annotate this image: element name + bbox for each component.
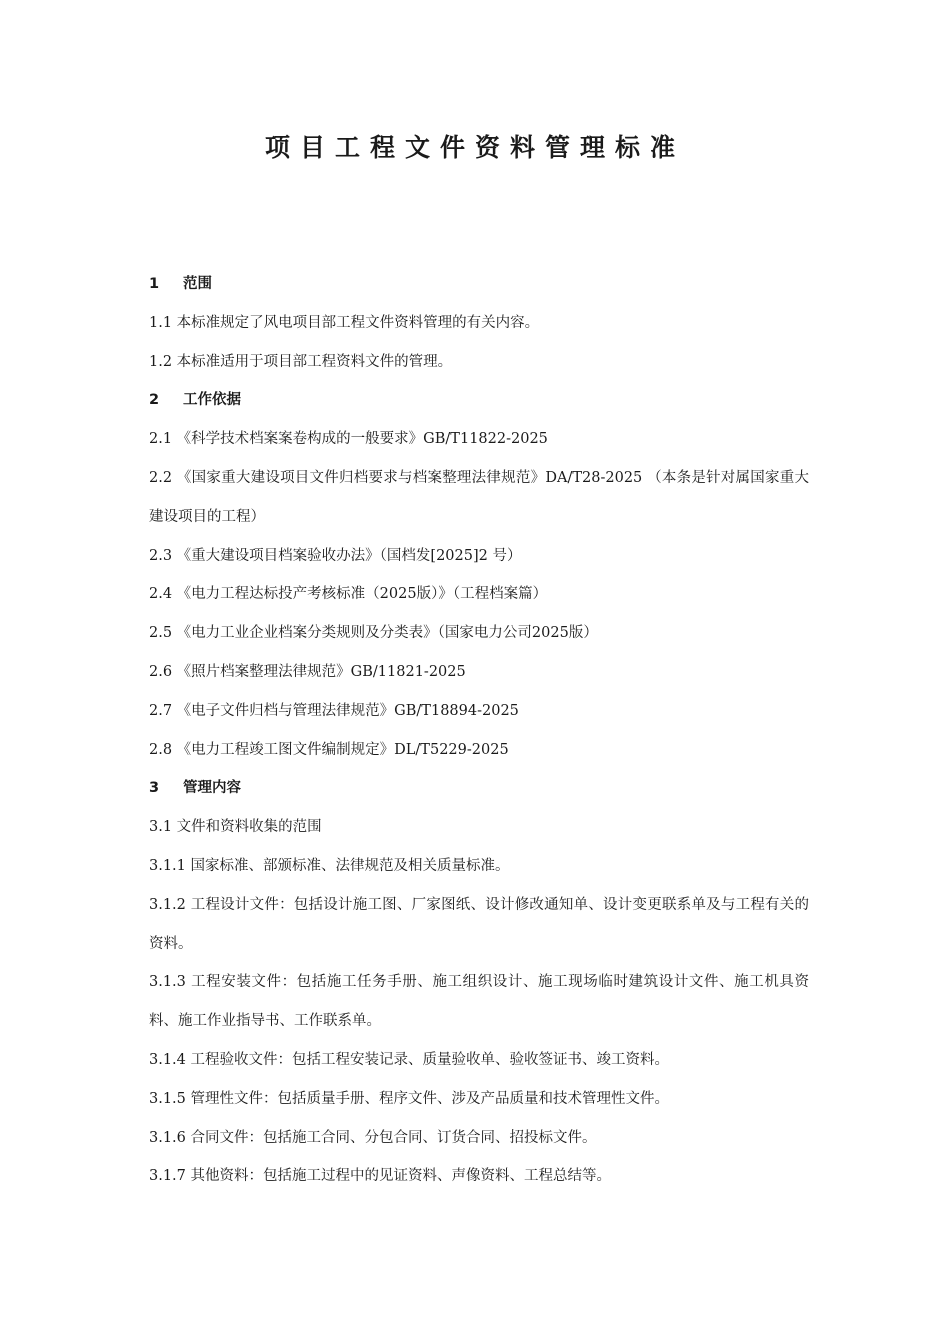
section-heading-1 bbox=[149, 265, 809, 304]
section-title: 管理内容 bbox=[183, 780, 241, 797]
section-number: 1 bbox=[149, 276, 160, 292]
clause-2-8: 2.8 《电力工程竣工图文件编制规定》DL/T5229-2025 bbox=[149, 741, 509, 758]
clause-3-1-6: 3.1.6 合同文件：包括施工合同、分包合同、订货合同、招投标文件。 bbox=[149, 1129, 597, 1146]
section-title: 工作依据 bbox=[183, 392, 241, 409]
section-number: 3 bbox=[149, 780, 160, 797]
clause-3-1-2: 3.1.2 工程设计文件：包括设计施工图、厂家图纸、设计修改通知单、设计变更联系单及与工程有关的资料。 bbox=[149, 896, 809, 952]
clause-2-6: 2.6 《照片档案整理法律规范》GB/11821-2025 bbox=[149, 663, 466, 680]
clause-1-2: 1.2 本标准适用于项目部工程资料文件的管理。 bbox=[149, 353, 453, 370]
document-title: 项目工程文件资料管理标准 bbox=[264, 133, 685, 162]
clause-2-3: 2.3 《重大建设项目档案验收办法》（国档发[2025]2 号） bbox=[149, 547, 522, 564]
section-heading-2 bbox=[149, 381, 809, 420]
clause-2-5: 2.5 《电力工业企业档案分类规则及分类表》（国家电力公司2025版） bbox=[149, 625, 598, 642]
clause-3-1-1: 3.1.1 国家标准、部颁标准、法律规范及相关质量标准。 bbox=[149, 857, 510, 874]
clause-2-4: 2.4 《电力工程达标投产考核标准（2025版）》（工程档案篇） bbox=[149, 586, 548, 603]
clause-2-7: 2.7 《电子文件归档与管理法律规范》GB/T18894-2025 bbox=[149, 702, 519, 719]
clause-3-1: 3.1 文件和资料收集的范围 bbox=[149, 819, 322, 836]
clause-3-1-7: 3.1.7 其他资料：包括施工过程中的见证资料、声像资料、工程总结等。 bbox=[149, 1168, 612, 1185]
clause-2-1: 2.1 《科学技术档案案卷构成的一般要求》GB/T11822-2025 bbox=[149, 431, 548, 448]
clause-3-1-5: 3.1.5 管理性文件：包括质量手册、程序文件、涉及产品质量和技术管理性文件。 bbox=[149, 1090, 670, 1107]
section-heading-3 bbox=[149, 769, 809, 808]
section-number: 2 bbox=[149, 392, 160, 409]
document-body bbox=[149, 265, 809, 1196]
section-title: 范围 bbox=[183, 276, 212, 292]
clause-3-1-4: 3.1.4 工程验收文件：包括工程安装记录、质量验收单、验收签证书、竣工资料。 bbox=[149, 1051, 670, 1068]
clause-2-2: 2.2 《国家重大建设项目文件归档要求与档案整理法律规范》DA/T28-2025 （本条是针对属国家重大建设项目的工程） bbox=[149, 469, 809, 525]
clause-1-1: 1.1 本标准规定了风电项目部工程文件资料管理的有关内容。 bbox=[149, 314, 540, 331]
clause-3-1-3: 3.1.3 工程安装文件：包括施工任务手册、施工组织设计、施工现场临时建筑设计文件、施工机具资料、施工作业指导书、工作联系单。 bbox=[149, 974, 809, 1030]
